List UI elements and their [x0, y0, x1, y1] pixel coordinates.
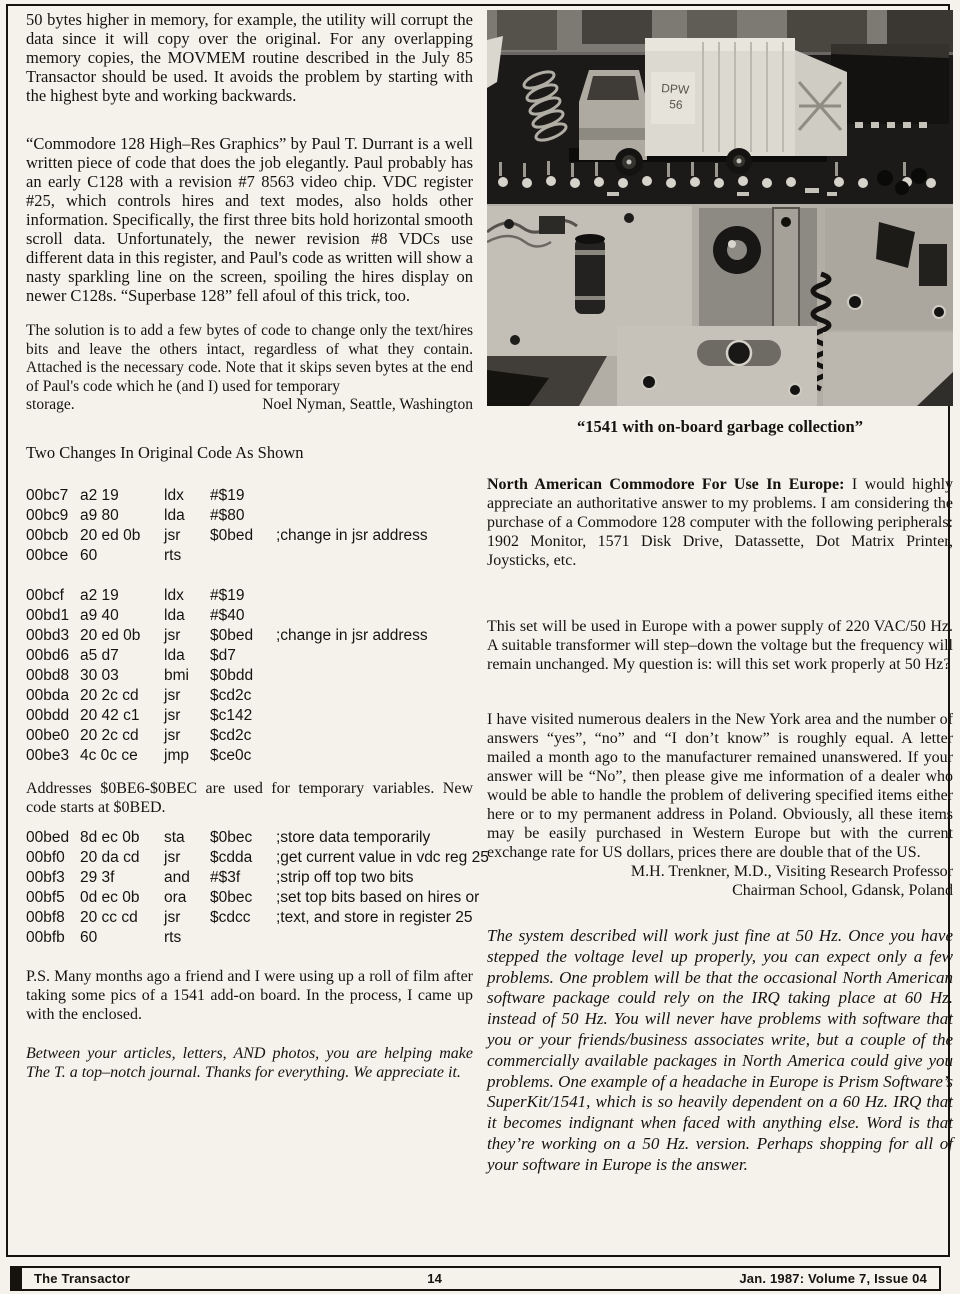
code-line: 00bce 60 rts: [26, 546, 182, 564]
code-line: 00bf3 29 3f and #$3f ;strip off top two bits: [26, 868, 414, 886]
para-thanks: Between your articles, letters, AND photos, you are helping make The T. a top–notch journal. Thanks for everything. We appreciate it.: [26, 1044, 473, 1082]
code-line: 00bcf a2 19 ldx #$19: [26, 586, 245, 604]
code-line: 00bf8 20 cc cd jsr $cdcc ;text, and store in register 25: [26, 908, 473, 926]
code-line: 00bd3 20 ed 0b jsr $0bed ;change in jsr address: [26, 626, 428, 644]
solution-last-line: [26, 396, 473, 415]
code-line: 00bd1 a9 40 lda #$40: [26, 606, 245, 624]
code-line: 00bf0 20 da cd jsr $cdda ;get current value in vdc reg 25: [26, 848, 489, 866]
code-block-3: [26, 828, 489, 948]
code-line: 00bf5 0d ec 0b ora $0bec ;set top bits based on hires or: [26, 888, 480, 906]
code-line: 00bc7 a2 19 ldx #$19: [26, 486, 245, 504]
footer-left-bar: [12, 1268, 22, 1289]
letter-paragraph-1: [487, 475, 953, 570]
code-line: 00bcb 20 ed 0b jsr $0bed ;change in jsr address: [26, 526, 428, 544]
code-line: 00bd6 a5 d7 lda $d7: [26, 646, 236, 664]
solution-tail: storage.: [26, 396, 75, 414]
para-movmem: 50 bytes higher in memory, for example, the utility will corrupt the data since it will copy over the original. For any overlapping memory copies, the MOVMEM routine described in the July 85 Transactor should be used. It avoids the problem by starting with the highest byte and working backwards.: [26, 10, 473, 105]
para-solution: The solution is to add a few bytes of code to change only the text/hires bits and leave the others intact, regardless of what they contain. Attached is the necessary code. Note that it skips seven bytes at the end of Paul's code which he (and I) used for temporary: [26, 322, 473, 395]
truck-label-56: 56: [668, 97, 684, 112]
right-column: [487, 10, 953, 1176]
letter-paragraph-2: This set will be used in Europe with a power supply of 220 VAC/50 Hz. A suitable transformer will step–down the voltage but the frequency will remain unchanged. My question is: will this set work properly at 50 Hz?: [487, 618, 953, 673]
letter-signature-line-2: Chairman School, Gdansk, Poland: [732, 882, 953, 899]
code-line: 00bd8 30 03 bmi $0bdd: [26, 666, 254, 684]
ic-chip: [831, 44, 949, 128]
photo-1541-drive: [487, 10, 953, 406]
code-line: 00be0 20 2c cd jsr $cd2c: [26, 726, 252, 744]
para-temp-addresses: Addresses $0BE6-$0BEC are used for temporary variables. New code starts at $0BED.: [26, 779, 473, 816]
footer: [10, 1266, 941, 1291]
letter-heading: North American Commodore For Use In Europe:: [487, 476, 845, 493]
attribution-noel-nyman: Noel Nyman, Seattle, Washington: [262, 396, 473, 414]
code-line: 00bfb 60 rts: [26, 928, 182, 946]
photo-caption: “1541 with on-board garbage collection”: [577, 417, 863, 436]
para-ps: P.S. Many months ago a friend and I were using up a roll of film after taking some pics of a 1541 add-on board. In the process, I came up with the enclosed.: [26, 967, 473, 1023]
para-c128-graphics: “Commodore 128 High–Res Graphics” by Paul T. Durrant is a well written piece of code that does the job elegantly. Paul probably has an early C128 with a revision #7 8563 video chip. VDC register #25, which controls hires and text modes, also holds other information. Specifically, the first three bits hold horizontal smooth scroll data. Unfortunately, the newer revision #8 VDCs use different data in this register, and Paul's code as written will show a nasty sparkling line on the screen, spoiling the hires display on newer C128s. “Superbase 128” fell afoul of this trick, too.: [26, 134, 473, 305]
footer-magazine-title: The Transactor: [34, 1271, 130, 1286]
code-line: 00bdd 20 42 c1 jsr $c142: [26, 706, 253, 724]
letter-paragraph-1-text: I would highly appreciate an authoritative answer to my problems. I am considering the purchase of a Commodore 128 computer with the following peripherals: 1902 Monitor, 1571 Disk Drive, Datassette, Dot Matrix Printer, Joysticks, etc.: [487, 476, 954, 569]
code-block-1: [26, 486, 473, 566]
code-line: 00bed 8d ec 0b sta $0bec ;store data temporarily: [26, 828, 431, 846]
code-block-2: [26, 586, 473, 766]
truck-label-dpw: DPW: [660, 81, 690, 97]
code-heading: Two Changes In Original Code As Shown: [26, 442, 304, 462]
letter-signature-line-1: M.H. Trenkner, M.D., Visiting Research Professor: [630, 863, 953, 880]
footer-page-number: 14: [427, 1271, 443, 1286]
drive-mechanism: [487, 204, 953, 406]
footer-issue-label: Jan. 1987: Volume 7, Issue 04: [739, 1271, 927, 1286]
letter-paragraph-3: I have visited numerous dealers in the New York area and the number of answers “yes”, “no” and “I don’t know” is roughly equal. A letter mailed a month ago to the manufacturer remained unanswered. If your answer will be “No”, then please give me information of a dealer who would be able to handle the problem of delivering specified items either here or to my permanent address in Poland. Obviously, all these items may be easily purchased in Western Europe but with the current exchange rate for US dollars, prices there are double that of the US.: [487, 711, 953, 861]
editor-reply-paragraph: The system described will work just fine at 50 Hz. Once you have stepped the voltage level up properly, you can expect only a few problems. One problem will be that the occasional North American software package could rely on the IRQ taking place at 60 Hz. instead of 50 Hz. You will never have problems with software that you or your friends/business associates write, but a couple of the commercially available packages in North America could give you problems. One example of a headache in Europe is Prism Software’s SuperKit/1541, which is so heavily dependent on a 60 Hz. IRQ that it becomes indignant when faced with anything else. Word is that they’re working on a 50 Hz. version. Perhaps shopping for all of your software in Europe is the answer.: [487, 926, 953, 1174]
left-column: [26, 0, 489, 1083]
code-line: 00be3 4c 0c ce jmp $ce0c: [26, 746, 252, 764]
code-line: 00bc9 a9 80 lda #$80: [26, 506, 245, 524]
code-line: 00bda 20 2c cd jsr $cd2c: [26, 686, 252, 704]
